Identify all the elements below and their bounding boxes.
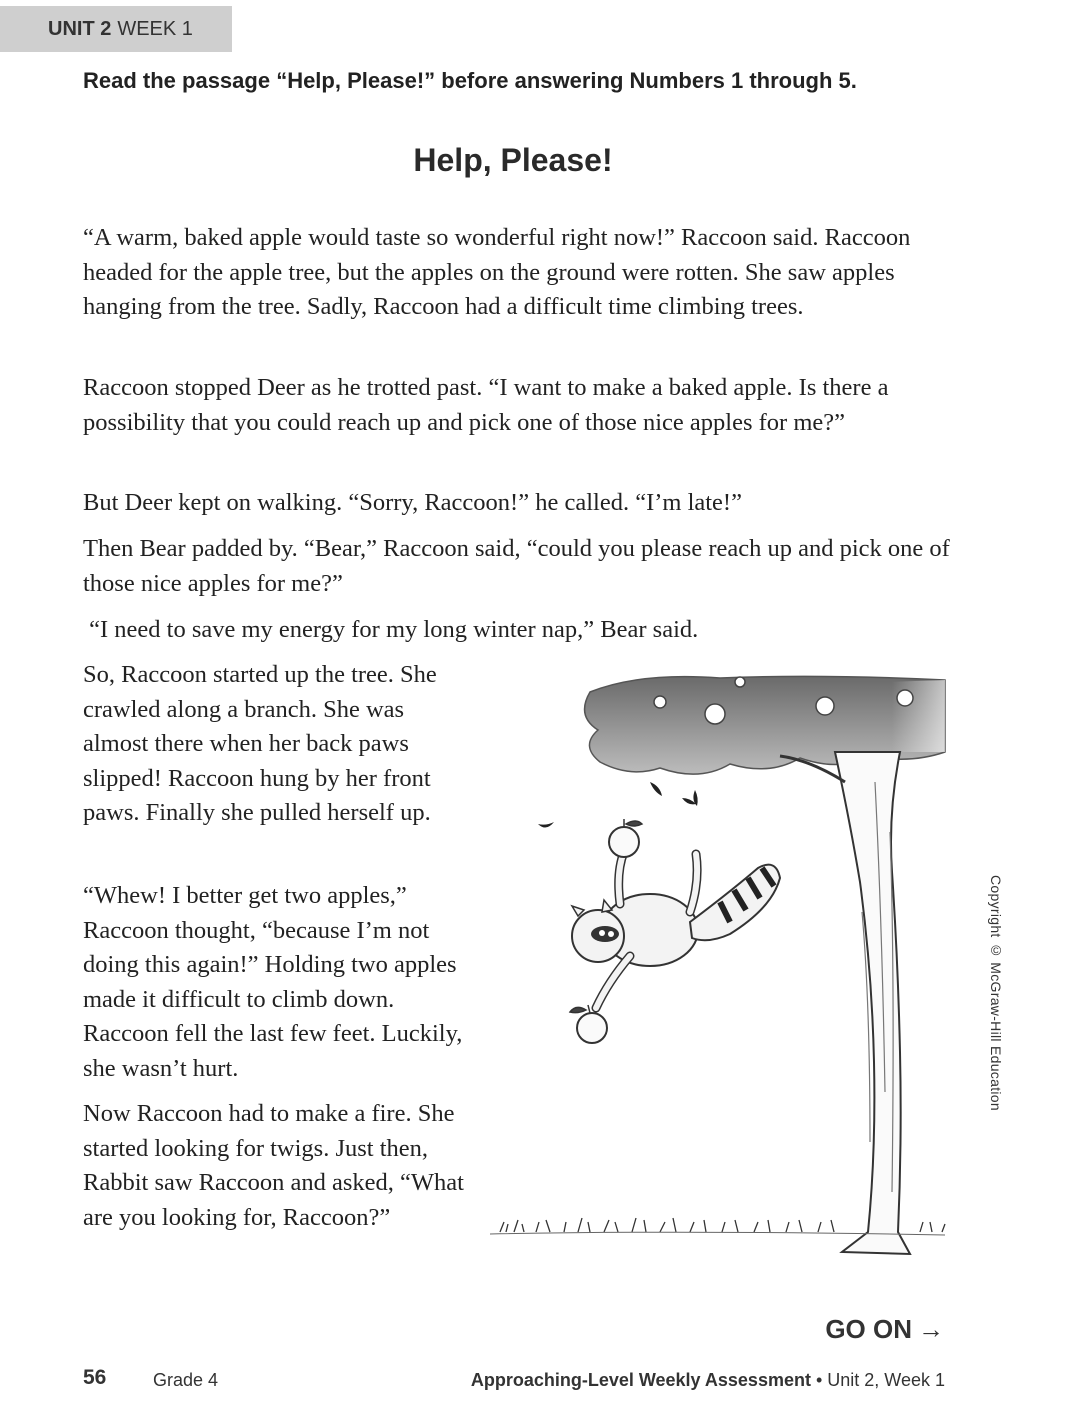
assessment-unit: • Unit 2, Week 1 <box>810 1370 945 1390</box>
story-title: Help, Please! <box>413 142 613 178</box>
story-paragraph: Then Bear padded by. “Bear,” Raccoon said, “could you please reach up and pick one of those nice apples for me?” <box>83 535 950 597</box>
instruction-text: Read the passage “Help, Please!” before answering Numbers 1 through 5. <box>83 68 857 93</box>
arrow-right-icon: → <box>918 1314 944 1344</box>
story-paragraph: “I need to save my energy for my long winter nap,” Bear said. <box>83 616 699 643</box>
raccoon-tree-illustration <box>490 672 950 1272</box>
go-on-label: GO ON <box>825 1314 912 1344</box>
story-paragraph: “A warm, baked apple would taste so wonderful right now!” Raccoon said. Raccoon headed for the apple tree, but the apples on the ground were rotten. She saw apples hanging from the tree. Sadly, Raccoon had a difficult time climbing trees. <box>83 224 911 321</box>
story-paragraph: Raccoon stopped Deer as he trotted past. “I want to make a baked apple. Is there a possibility that you could reach up and pick one of those nice apples for me?” <box>83 374 889 436</box>
go-on-indicator <box>825 1314 944 1345</box>
page-number: 56 <box>83 1366 107 1389</box>
story-paragraph: So, Raccoon started up the tree. She crawled along a branch. She was almost there when her back paws slipped! Raccoon hung by her front paws. Finally she pulled herself up. <box>83 661 437 827</box>
grade-label: Grade 4 <box>153 1370 219 1390</box>
unit-label: UNIT 2 <box>48 18 112 40</box>
story-paragraph: “Whew! I better get two apples,” Raccoon thought, “because I’m not doing this again!” Holding two apples made it difficult to climb down. Raccoon fell the last few feet. Luckily, she wasn’t hurt. <box>83 882 463 1082</box>
week-label: WEEK 1 <box>117 18 193 40</box>
assessment-title: Approaching-Level Weekly Assessment <box>470 1370 811 1390</box>
story-paragraph: Now Raccoon had to make a fire. She started looking for twigs. Just then, Rabbit saw Raccoon and asked, “What are you looking for, Raccoon?” <box>83 1100 464 1231</box>
unit-week-tab <box>0 6 232 52</box>
copyright-notice: Copyright © McGraw-Hill Education <box>988 875 1004 1111</box>
story-paragraph: But Deer kept on walking. “Sorry, Raccoon!” he called. “I’m late!” <box>83 489 742 516</box>
assessment-label <box>471 1370 945 1391</box>
